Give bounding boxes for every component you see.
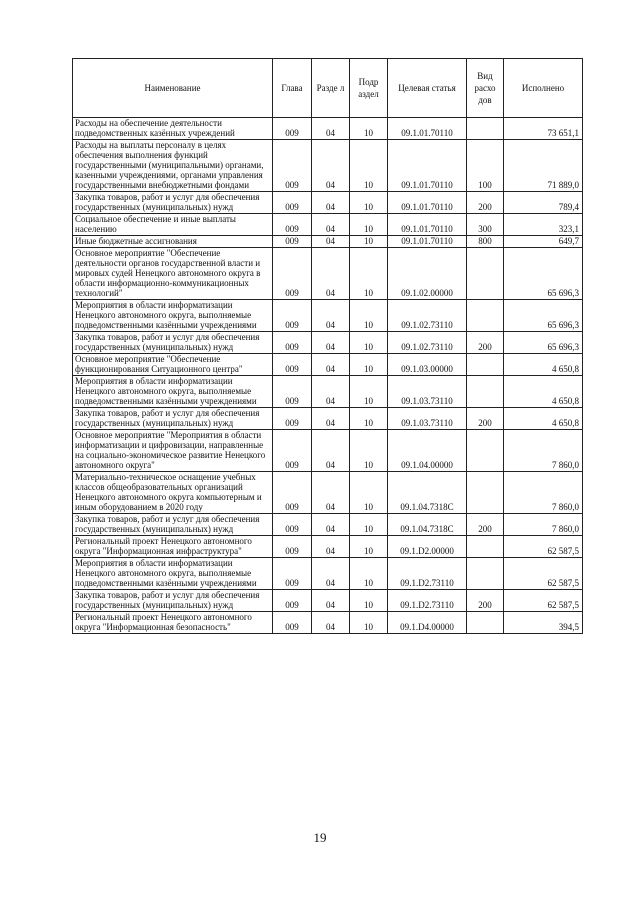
page-number: 19 xyxy=(313,830,327,845)
cell-article: 09.1.02.00000 xyxy=(388,248,467,300)
table-row xyxy=(73,536,583,558)
cell-podrazdel: 10 xyxy=(350,300,388,332)
cell-name: Расходы на обеспечение деятельности подведомственных казённых учреждений xyxy=(73,118,273,140)
cell-article: 09.1.03.73110 xyxy=(388,376,467,408)
cell-amount: 71 889,0 xyxy=(504,140,583,192)
cell-vid: 200 xyxy=(467,514,504,536)
cell-name: Иные бюджетные ассигнования xyxy=(73,236,273,248)
cell-name: Закупка товаров, работ и услуг для обеспечения государственных (муниципальных) нужд xyxy=(73,514,273,536)
cell-podrazdel: 10 xyxy=(350,472,388,514)
cell-glava: 009 xyxy=(273,332,312,354)
table-row xyxy=(73,118,583,140)
cell-razdel: 04 xyxy=(312,536,350,558)
cell-amount: 62 587,5 xyxy=(504,590,583,612)
cell-glava: 009 xyxy=(273,612,312,634)
cell-amount: 62 587,5 xyxy=(504,558,583,590)
cell-razdel: 04 xyxy=(312,118,350,140)
cell-podrazdel: 10 xyxy=(350,408,388,430)
cell-name: Основное мероприятие "Мероприятия в области информатизации и цифровизации, направленные на социально-экономическое развитие Ненецкого автономного округа" xyxy=(73,430,273,472)
cell-glava: 009 xyxy=(273,590,312,612)
cell-podrazdel: 10 xyxy=(350,514,388,536)
cell-amount: 65 696,3 xyxy=(504,300,583,332)
cell-glava: 009 xyxy=(273,408,312,430)
cell-podrazdel: 10 xyxy=(350,590,388,612)
cell-article: 09.1.04.7318С xyxy=(388,472,467,514)
cell-podrazdel: 10 xyxy=(350,558,388,590)
cell-vid xyxy=(467,248,504,300)
cell-podrazdel: 10 xyxy=(350,236,388,248)
cell-razdel: 04 xyxy=(312,430,350,472)
cell-vid xyxy=(467,472,504,514)
table-row xyxy=(73,376,583,408)
cell-glava: 009 xyxy=(273,300,312,332)
cell-article: 09.1.03.00000 xyxy=(388,354,467,376)
cell-vid xyxy=(467,118,504,140)
cell-vid: 200 xyxy=(467,408,504,430)
cell-glava: 009 xyxy=(273,514,312,536)
budget-table xyxy=(72,58,583,634)
header-razdel: Разде л xyxy=(312,59,350,118)
cell-glava: 009 xyxy=(273,472,312,514)
cell-name: Закупка товаров, работ и услуг для обеспечения государственных (муниципальных) нужд xyxy=(73,332,273,354)
cell-amount: 73 651,1 xyxy=(504,118,583,140)
cell-razdel: 04 xyxy=(312,332,350,354)
cell-amount: 7 860,0 xyxy=(504,472,583,514)
cell-glava: 009 xyxy=(273,192,312,214)
cell-article: 09.1.01.70110 xyxy=(388,140,467,192)
table-row xyxy=(73,354,583,376)
cell-podrazdel: 10 xyxy=(350,536,388,558)
cell-glava: 009 xyxy=(273,376,312,408)
cell-name: Мероприятия в области информатизации Ненецкого автономного округа, выполняемые подведомственными казёнными учреждениями xyxy=(73,558,273,590)
cell-name: Расходы на выплаты персоналу в целях обеспечения выполнения функций государственными (муниципальными) органами, казенными учреждениями, органами управления государственными внебюджетными фондами xyxy=(73,140,273,192)
cell-podrazdel: 10 xyxy=(350,214,388,236)
cell-amount: 4 650,8 xyxy=(504,376,583,408)
cell-razdel: 04 xyxy=(312,590,350,612)
cell-amount: 7 860,0 xyxy=(504,514,583,536)
cell-vid: 200 xyxy=(467,590,504,612)
cell-name: Закупка товаров, работ и услуг для обеспечения государственных (муниципальных) нужд xyxy=(73,192,273,214)
cell-vid: 200 xyxy=(467,332,504,354)
cell-glava: 009 xyxy=(273,214,312,236)
cell-razdel: 04 xyxy=(312,140,350,192)
header-amount: Исполнено xyxy=(504,59,583,118)
cell-name: Мероприятия в области информатизации Ненецкого автономного округа, выполняемые подведомственными казёнными учреждениями xyxy=(73,376,273,408)
cell-podrazdel: 10 xyxy=(350,192,388,214)
cell-article: 09.1.04.00000 xyxy=(388,430,467,472)
cell-razdel: 04 xyxy=(312,558,350,590)
header-row xyxy=(73,59,583,118)
cell-razdel: 04 xyxy=(312,514,350,536)
cell-glava: 009 xyxy=(273,354,312,376)
cell-article: 09.1.01.70110 xyxy=(388,214,467,236)
cell-vid: 300 xyxy=(467,214,504,236)
cell-razdel: 04 xyxy=(312,612,350,634)
cell-amount: 7 860,0 xyxy=(504,430,583,472)
table-row xyxy=(73,140,583,192)
header-glava: Глава xyxy=(273,59,312,118)
cell-podrazdel: 10 xyxy=(350,332,388,354)
cell-glava: 009 xyxy=(273,430,312,472)
cell-vid: 200 xyxy=(467,192,504,214)
cell-vid xyxy=(467,376,504,408)
cell-amount: 323,1 xyxy=(504,214,583,236)
cell-amount: 789,4 xyxy=(504,192,583,214)
cell-amount: 65 696,3 xyxy=(504,332,583,354)
header-name: Наименование xyxy=(73,59,273,118)
cell-article: 09.1.01.70110 xyxy=(388,192,467,214)
cell-amount: 4 650,8 xyxy=(504,408,583,430)
cell-article: 09.1.01.70110 xyxy=(388,118,467,140)
cell-podrazdel: 10 xyxy=(350,140,388,192)
table-row xyxy=(73,590,583,612)
cell-article: 09.1.D2.73110 xyxy=(388,558,467,590)
table-row xyxy=(73,472,583,514)
cell-razdel: 04 xyxy=(312,408,350,430)
cell-vid xyxy=(467,354,504,376)
table-row xyxy=(73,514,583,536)
table-row xyxy=(73,332,583,354)
cell-razdel: 04 xyxy=(312,214,350,236)
cell-name: Региональный проект Ненецкого автономного округа "Информационная безопасность" xyxy=(73,612,273,634)
cell-article: 09.1.04.7318С xyxy=(388,514,467,536)
cell-amount: 65 696,3 xyxy=(504,248,583,300)
cell-name: Мероприятия в области информатизации Ненецкого автономного округа, выполняемые подведомственными казёнными учреждениями xyxy=(73,300,273,332)
table-row xyxy=(73,248,583,300)
cell-amount: 394,5 xyxy=(504,612,583,634)
header-vid: Вид расхо дов xyxy=(467,59,504,118)
cell-vid: 800 xyxy=(467,236,504,248)
cell-razdel: 04 xyxy=(312,472,350,514)
cell-podrazdel: 10 xyxy=(350,430,388,472)
cell-glava: 009 xyxy=(273,118,312,140)
table-row xyxy=(73,214,583,236)
cell-amount: 4 650,8 xyxy=(504,354,583,376)
cell-vid xyxy=(467,612,504,634)
cell-article: 09.1.02.73110 xyxy=(388,300,467,332)
table-row xyxy=(73,612,583,634)
cell-glava: 009 xyxy=(273,236,312,248)
table-row xyxy=(73,236,583,248)
cell-vid xyxy=(467,430,504,472)
cell-razdel: 04 xyxy=(312,354,350,376)
cell-podrazdel: 10 xyxy=(350,118,388,140)
cell-podrazdel: 10 xyxy=(350,354,388,376)
table-row xyxy=(73,300,583,332)
cell-razdel: 04 xyxy=(312,236,350,248)
table-row xyxy=(73,192,583,214)
cell-name: Основное мероприятие "Обеспечение деятельности органов государственной власти и мировых судей Ненецкого автономного округа в области информационно-коммуникационных технологий" xyxy=(73,248,273,300)
cell-glava: 009 xyxy=(273,140,312,192)
table-body xyxy=(73,118,583,634)
cell-glava: 009 xyxy=(273,536,312,558)
cell-name: Основное мероприятие "Обеспечение функционирования Ситуационного центра" xyxy=(73,354,273,376)
cell-podrazdel: 10 xyxy=(350,612,388,634)
cell-vid xyxy=(467,536,504,558)
cell-name: Закупка товаров, работ и услуг для обеспечения государственных (муниципальных) нужд xyxy=(73,408,273,430)
cell-vid xyxy=(467,300,504,332)
table-row xyxy=(73,558,583,590)
cell-article: 09.1.D2.73110 xyxy=(388,590,467,612)
cell-amount: 649,7 xyxy=(504,236,583,248)
cell-glava: 009 xyxy=(273,558,312,590)
cell-name: Социальное обеспечение и иные выплаты населению xyxy=(73,214,273,236)
cell-article: 09.1.02.73110 xyxy=(388,332,467,354)
cell-vid: 100 xyxy=(467,140,504,192)
cell-name: Материально-техническое оснащение учебных классов общеобразовательных организаций Ненецкого автономного округа компьютерным и иным оборудованием в 2020 году xyxy=(73,472,273,514)
cell-glava: 009 xyxy=(273,248,312,300)
cell-razdel: 04 xyxy=(312,192,350,214)
cell-podrazdel: 10 xyxy=(350,248,388,300)
cell-article: 09.1.D4.00000 xyxy=(388,612,467,634)
cell-vid xyxy=(467,558,504,590)
cell-name: Закупка товаров, работ и услуг для обеспечения государственных (муниципальных) нужд xyxy=(73,590,273,612)
cell-amount: 62 587,5 xyxy=(504,536,583,558)
cell-podrazdel: 10 xyxy=(350,376,388,408)
cell-article: 09.1.D2.00000 xyxy=(388,536,467,558)
cell-name: Региональный проект Ненецкого автономного округа "Информационная инфраструктура" xyxy=(73,536,273,558)
cell-razdel: 04 xyxy=(312,300,350,332)
cell-razdel: 04 xyxy=(312,248,350,300)
table-row xyxy=(73,408,583,430)
cell-article: 09.1.01.70110 xyxy=(388,236,467,248)
table-row xyxy=(73,430,583,472)
header-article: Целевая статья xyxy=(388,59,467,118)
cell-razdel: 04 xyxy=(312,376,350,408)
header-podrazdel: Подр аздел xyxy=(350,59,388,118)
cell-article: 09.1.03.73110 xyxy=(388,408,467,430)
